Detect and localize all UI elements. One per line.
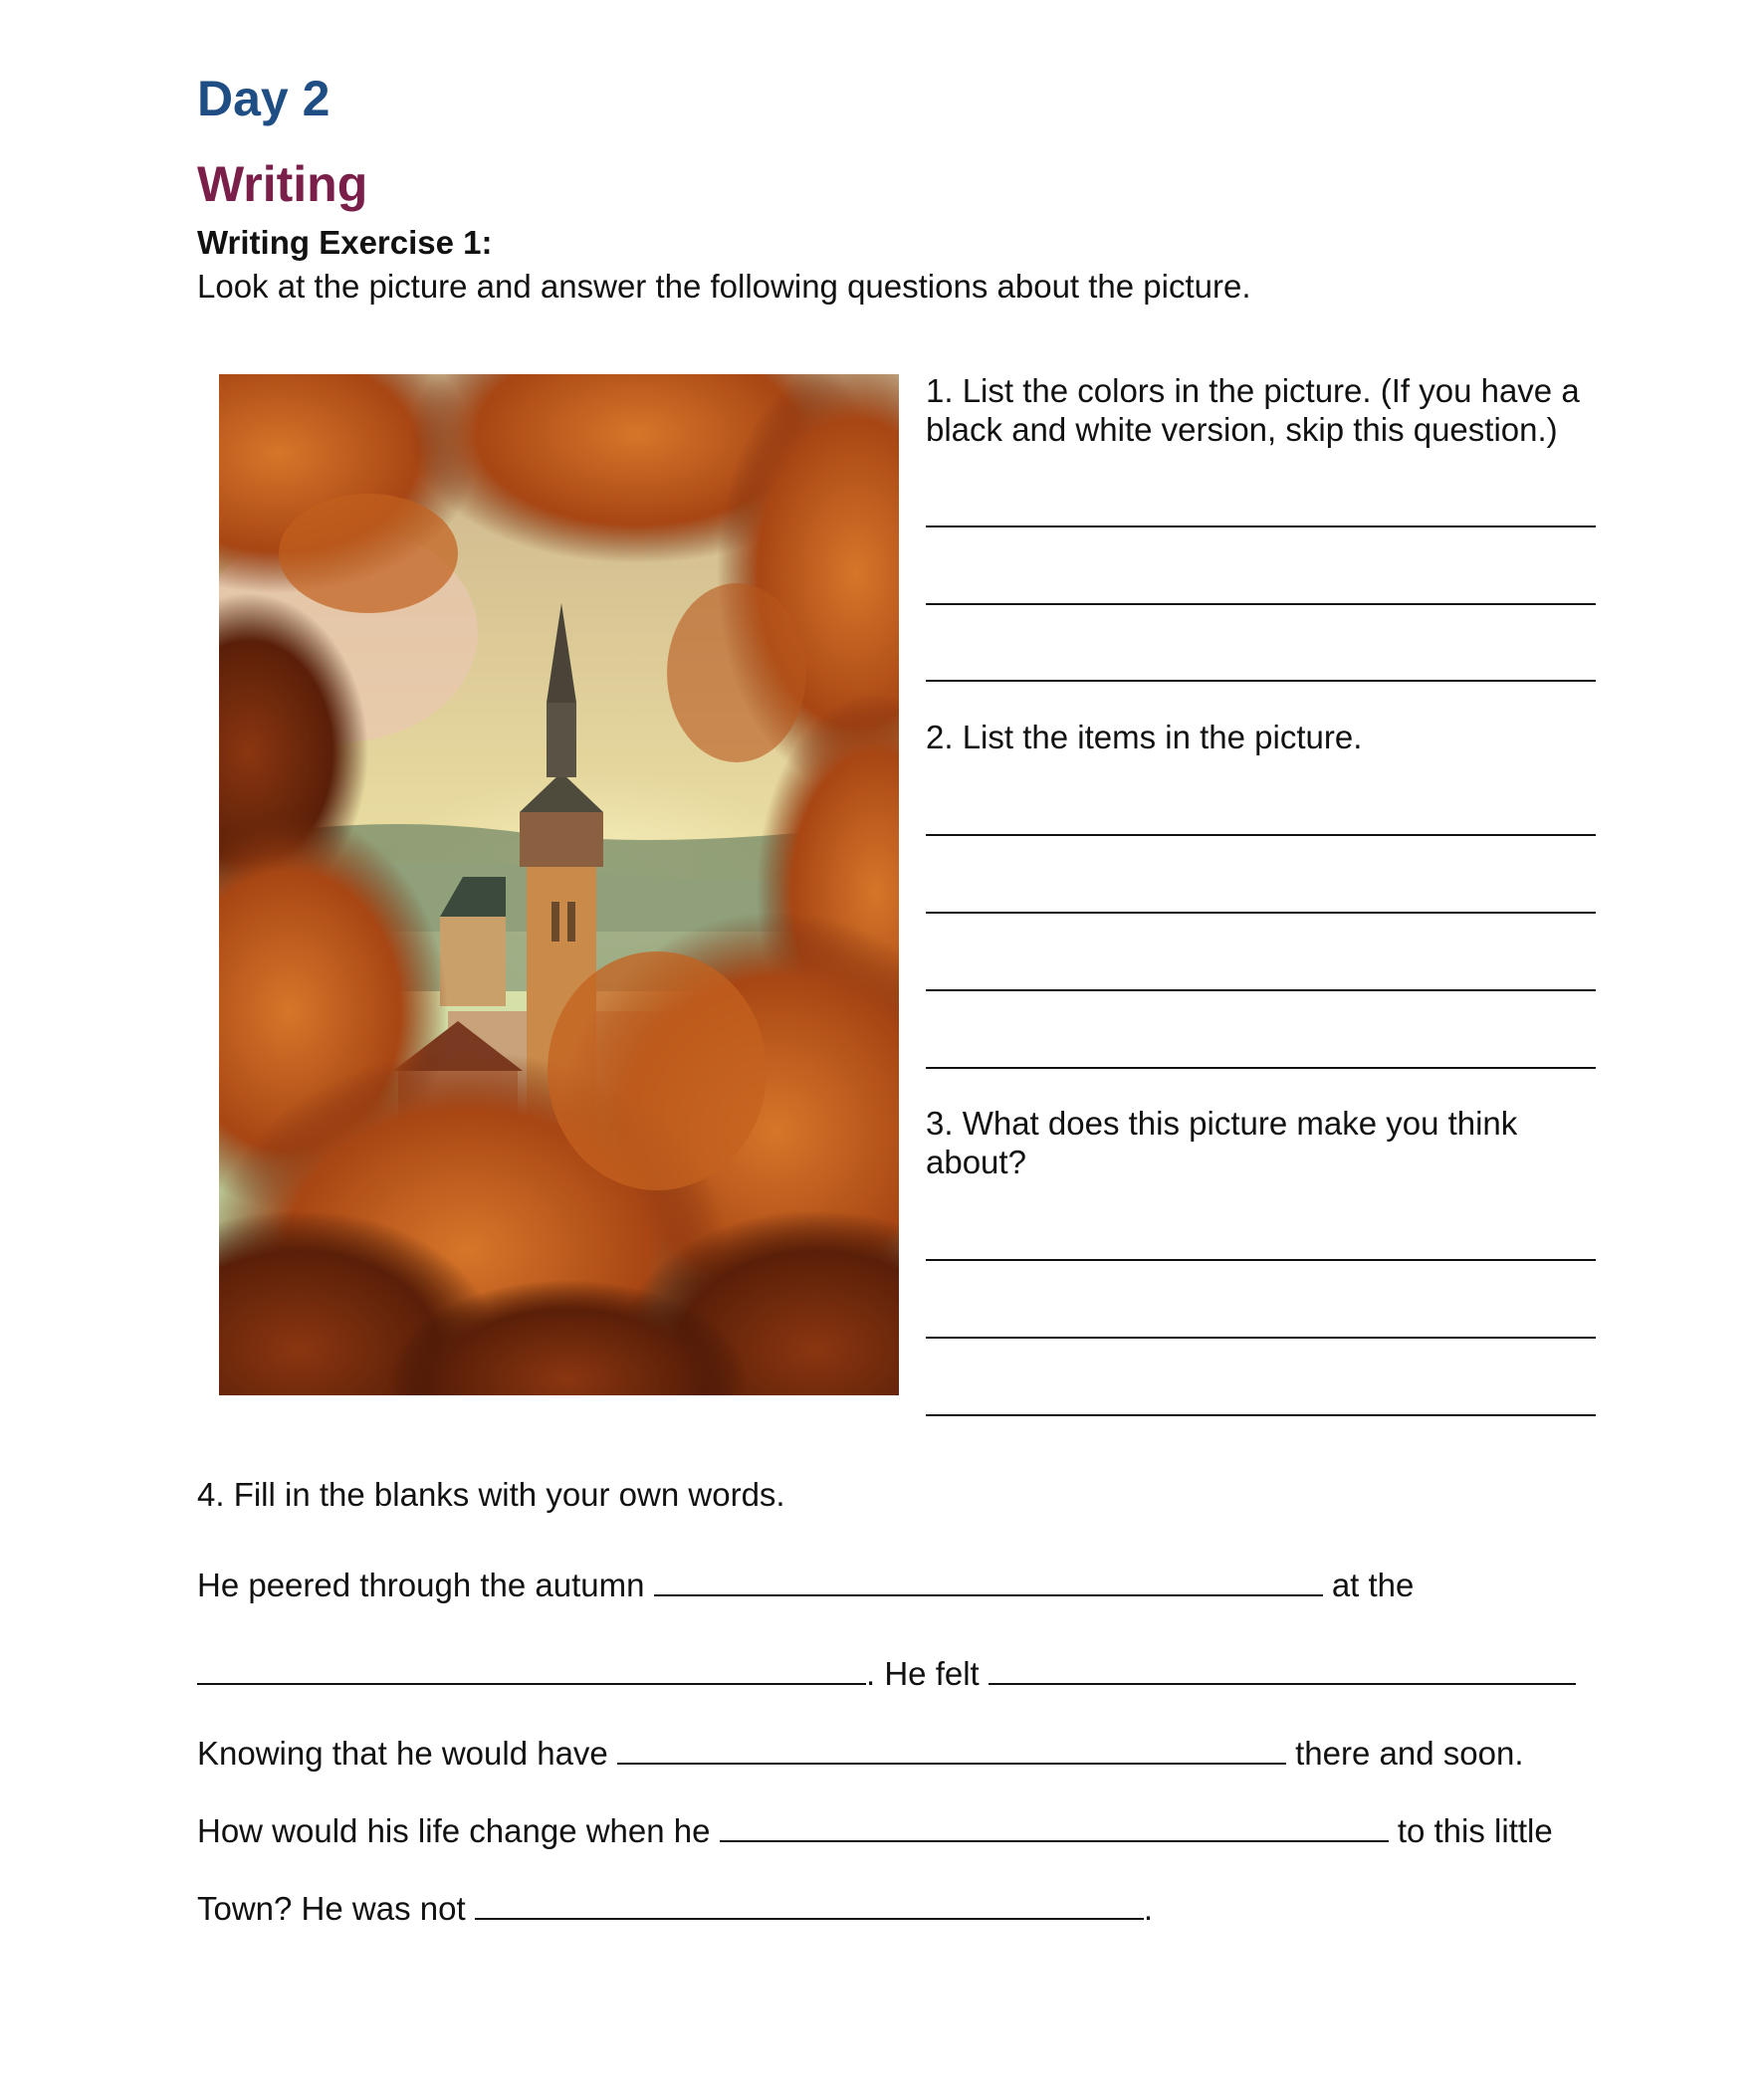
fill-text: .	[1143, 1890, 1153, 1927]
instructions: Look at the picture and answer the following questions about the picture.	[197, 268, 1251, 305]
fill-line-1	[197, 1565, 1414, 1605]
exercise-title: Writing Exercise 1:	[197, 224, 493, 261]
autumn-town-picture	[219, 374, 899, 1395]
fill-blank[interactable]	[654, 1565, 1323, 1596]
answer-line[interactable]	[926, 1337, 1596, 1339]
answer-line[interactable]	[926, 834, 1596, 836]
answer-line[interactable]	[926, 1067, 1596, 1069]
answer-line[interactable]	[926, 680, 1596, 682]
answer-line[interactable]	[926, 525, 1596, 527]
question-3: 3. What does this picture make you think about?	[926, 1105, 1518, 1180]
fill-text: . He felt	[866, 1655, 980, 1692]
fill-text: there and soon.	[1295, 1735, 1524, 1772]
fill-text: He peered through the autumn	[197, 1567, 645, 1603]
fill-blank[interactable]	[475, 1888, 1144, 1920]
autumn-town-church-photo-icon	[219, 374, 899, 1395]
answer-line[interactable]	[926, 603, 1596, 605]
fill-blank[interactable]	[617, 1733, 1286, 1765]
fill-line-5	[197, 1888, 1153, 1929]
answer-line[interactable]	[926, 1259, 1596, 1261]
fill-blank[interactable]	[989, 1653, 1576, 1685]
fill-line-4	[197, 1810, 1553, 1851]
fill-blank[interactable]	[720, 1810, 1389, 1842]
answer-line[interactable]	[926, 912, 1596, 914]
fill-blank[interactable]	[197, 1653, 866, 1685]
fill-line-2	[197, 1653, 1576, 1694]
fill-text: How would his life change when he	[197, 1812, 711, 1849]
question-1: 1. List the colors in the picture. (If you have a black and white version, skip this question.)	[926, 372, 1580, 448]
fill-text: to this little	[1397, 1812, 1553, 1849]
fill-text: at the	[1331, 1567, 1415, 1603]
question-2: 2. List the items in the picture.	[926, 719, 1363, 755]
fill-text: Town? He was not	[197, 1890, 466, 1927]
section-title: Writing	[197, 156, 368, 212]
answer-line[interactable]	[926, 1414, 1596, 1416]
day-title: Day 2	[197, 71, 330, 126]
answer-line[interactable]	[926, 989, 1596, 991]
question-4: 4. Fill in the blanks with your own words.	[197, 1476, 785, 1513]
fill-text: Knowing that he would have	[197, 1735, 608, 1772]
fill-line-3	[197, 1733, 1523, 1774]
